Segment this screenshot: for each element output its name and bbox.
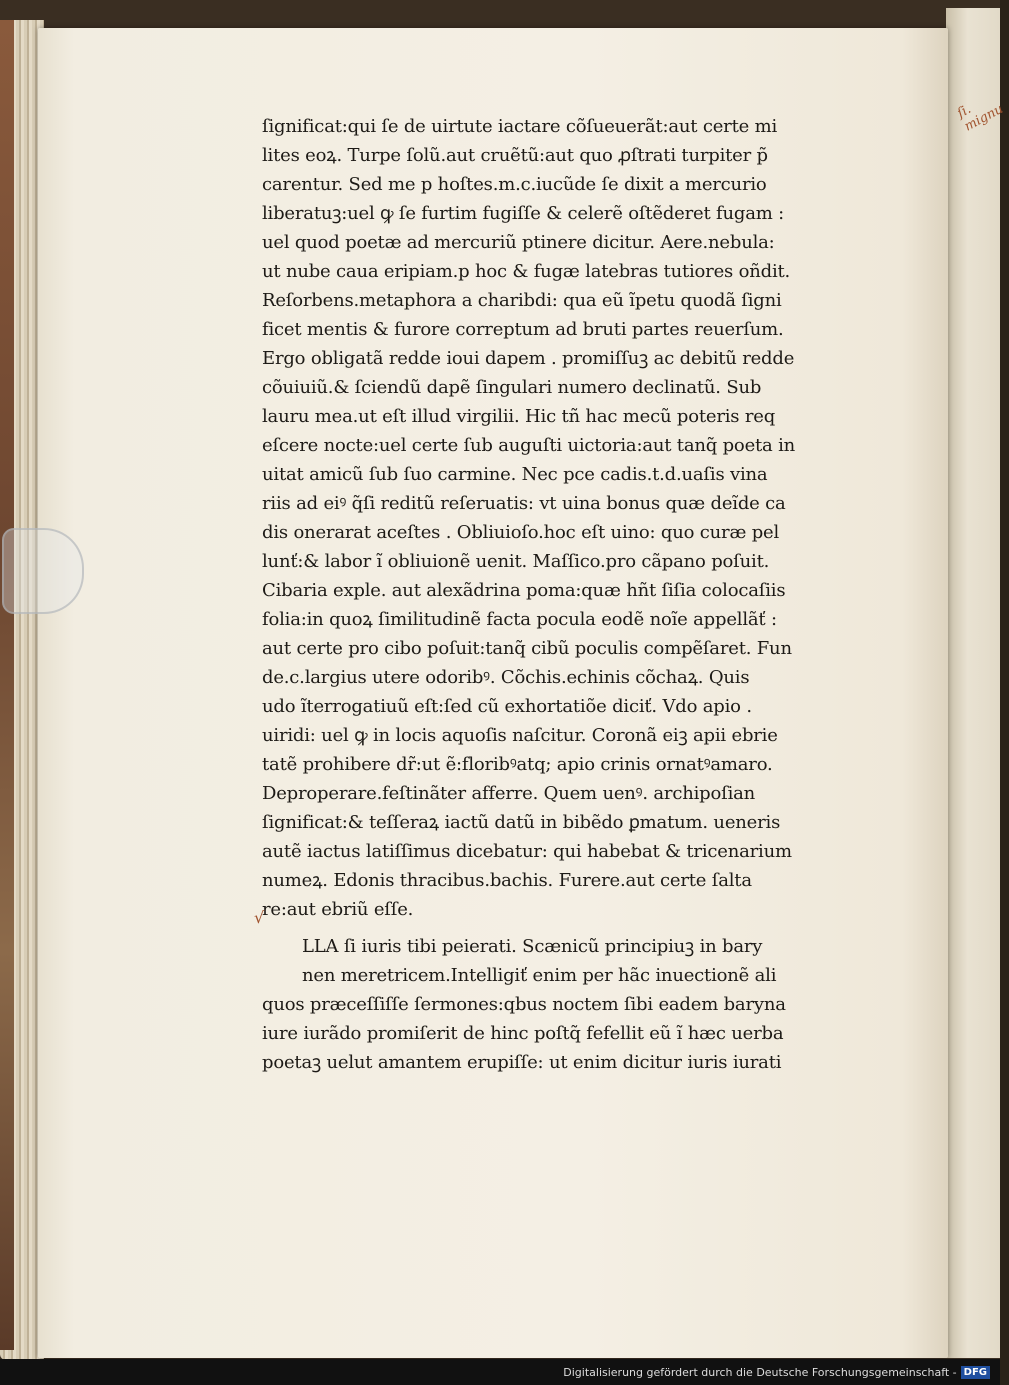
text-line: de.c.largius utere odoribꝰ. Cõchis.echinis cõchaꝝ. Quis [262,667,750,688]
margin-annotation: ſi. mignu [955,101,1006,135]
text-line: ficet mentis & furore correptum ad bruti partes reuerſum. [262,319,784,340]
text-line: liberatuꝫ:uel ꝙ ſe furtim fugiſſe & celerẽ oſtẽderet fugam : [262,203,784,224]
paragraph-2 [262,932,837,1077]
text-line: riis ad eiꝰ q̃ſi reditũ reſeruatis: vt uina bonus quæ deĩde ca [262,493,786,514]
text-line: folia:in quoꝝ ſimilitudinẽ facta pocula eodẽ noĩe appellãť : [262,609,777,630]
text-line: uitat amicũ ſub ſuo carmine. Nec pce cadis.t.d.uaſis vina [262,464,768,485]
text-line: lunť:& labor ĩ obliuionẽ uenit. Maſſico.pro cãpano poſuit. [262,551,770,572]
text-line: nen meretricem.Intelligiť enim per hãc inuectionẽ ali [302,965,777,986]
text-line: Deproperare.feſtinãter afferre. Quem uenꝰ. archipoſian [262,783,756,804]
book-cover-edge [0,20,14,1350]
text-line: LLA ſi iuris tibi peierati. Scænicũ principiuꝫ in bary [302,936,763,957]
dfg-logo: DFG [961,1366,990,1379]
page-text [262,112,837,1077]
text-line: carentur. Sed me p hoſtes.m.c.iucũde ſe dixit a mercurio [262,174,767,195]
text-line: iure iurãdo promiſerit de hinc poſtq̃ fefellit eũ ĩ hæc uerba [262,1023,784,1044]
checkmark-icon: √ [254,908,265,927]
text-line: uiridi: uel ꝙ in locis aquoſis naſcitur. Coronã eiꝫ apii ebrie [262,725,778,746]
text-line: quos præceſſiſſe ſermones:qbus noctem ſibi eadem baryna [262,994,786,1015]
text-line: ut nube caua eripiam.p hoc & fugæ latebras tutiores oñdit. [262,261,791,282]
text-line: aut certe pro cibo poſuit:tanq̃ cibũ poculis compẽſaret. Fun [262,638,792,659]
footer-text: Digitalisierung gefördert durch die Deutsche Forschungsgemeinschaft - [563,1365,957,1379]
text-line: uel quod poetæ ad mercuriũ ptinere dicitur. Aere.nebula: [262,232,775,253]
text-line: cõuiuiũ.& ſciendũ dapẽ ſingulari numero declinatũ. Sub [262,377,762,398]
text-line: Reſorbens.metaphora a charibdi: qua eũ ĩpetu quodã ſigni [262,290,782,311]
paragraph-1 [262,112,837,924]
right-page-edge [946,8,1000,1358]
text-line: numeꝝ. Edonis thracibus.bachis. Furere.aut certe ſalta [262,870,752,891]
text-line: dis onerarat aceſtes . Obliuioſo.hoc eſt uino: quo curæ pel [262,522,780,543]
text-line: udo ĩterrogatiuũ eſt:ſed cũ exhortatiõe diciť. Vdo apio . [262,696,752,717]
page-clip [2,528,84,614]
text-line: eſcere nocte:uel certe ſub auguſti uictoria:aut tanq̃ poeta in [262,435,796,456]
text-line: tatẽ prohibere dr̃:ut ẽ:floribꝰatq; apio crinis ornatꝰamaro. [262,754,773,775]
text-line: lites eoꝝ. Turpe ſolũ.aut cruẽtũ:aut quo ꝓſtrati turpiter p̃ [262,145,768,166]
footer-bar [0,1359,1000,1385]
text-line: Ergo obligatã redde ioui dapem . promiſſuꝫ ac debitũ redde [262,348,795,369]
text-line: poetaꝫ uelut amantem erupiſſe: ut enim dicitur iuris iurati [262,1052,782,1073]
text-line: Cibaria exple. aut alexãdrina poma:quæ hñt ſiſia colocaſiis [262,580,786,601]
text-line: ſignificat:qui ſe de uirtute iactare cõſueuerãt:aut certe mi [262,116,778,137]
text-line: autẽ iactus latiſſimus dicebatur: qui habebat & tricenarium [262,841,792,862]
text-line: ſignificat:& teſſeraꝝ iactũ datũ in bibẽdo ꝑmatum. ueneris [262,812,781,833]
text-line: re:aut ebriũ eſſe. [262,899,414,920]
text-line: lauru mea.ut eſt illud virgilii. Hic tñ hac mecũ poteris req [262,406,776,427]
